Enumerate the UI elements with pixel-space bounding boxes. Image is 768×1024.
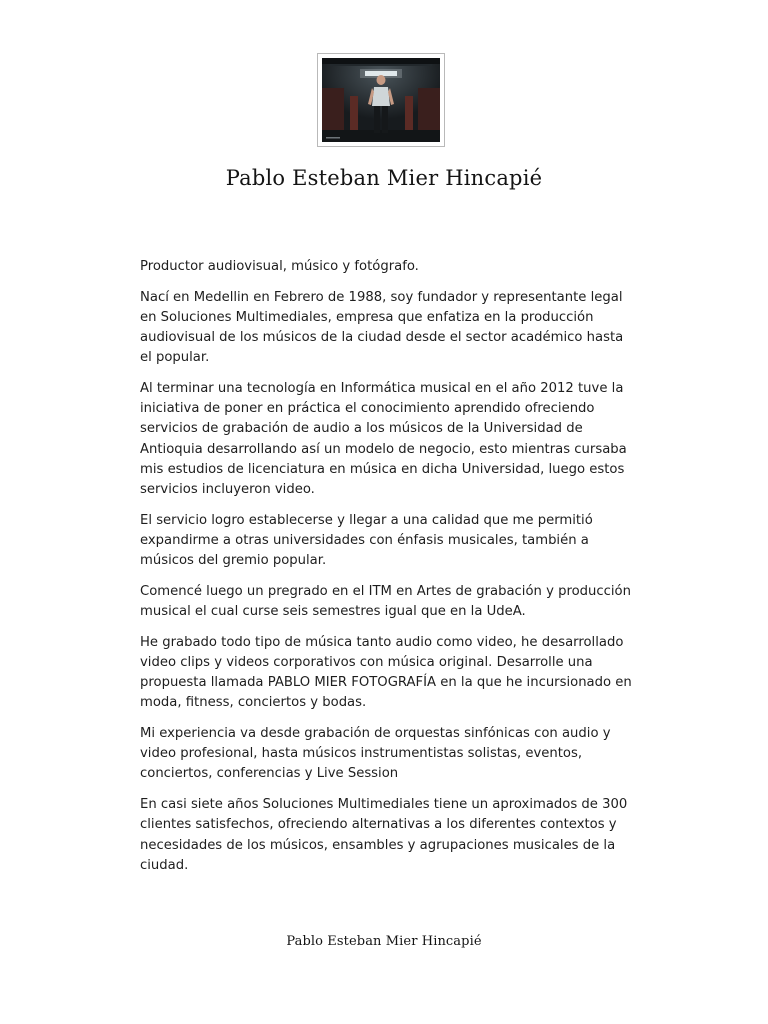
biography-body: [140, 257, 634, 886]
portrait-image: [322, 58, 440, 142]
document-title: Pablo Esteban Mier Hincapié: [225, 166, 543, 190]
paragraph: En casi siete años Soluciones Multimediales tiene un aproximados de 300 clientes satisfechos, ofreciendo alternativas a los diferentes contextos y necesidades de los músicos, ensambles y agrupaciones musicales de la ciudad.: [140, 797, 628, 873]
paragraph: Nací en Medellin en Febrero de 1988, soy fundador y representante legal en Soluciones Multimediales, empresa que enfatiza en la producción audiovisual de los músicos de la ciudad desde el sector académico hasta el popular.: [140, 289, 624, 366]
paragraph: El servicio logro establecerse y llegar a una calidad que me permitió expandirme a otras universidades con énfasis musicales, también a músicos del gremio popular.: [140, 512, 593, 569]
paragraph: Comencé luego un pregrado en el ITM en Artes de grabación y producción musical el cual curse seis semestres igual que en la UdeA.: [140, 583, 631, 620]
portrait-photo: [317, 53, 445, 147]
paragraph: Productor audiovisual, músico y fotógrafo.: [140, 259, 419, 274]
footer-signature: Pablo Esteban Mier Hincapié: [286, 934, 482, 949]
paragraph: He grabado todo tipo de música tanto audio como video, he desarrollado video clips y videos corporativos con música original. Desarrolle una propuesta llamada PABLO MIER FOTOGRAFÍA en la que he incursionado en moda, fitness, conciertos y bodas.: [140, 634, 632, 711]
paragraph: Al terminar una tecnología en Informática musical en el año 2012 tuve la iniciativa de poner en práctica el conocimiento aprendido ofreciendo servicios de grabación de audio a los músicos de la Universidad de Antioquia desarrollando así un modelo de negocio, esto mientras cursaba mis estudios de licenciatura en música en dicha Universidad, luego estos servicios incluyeron video.: [140, 381, 627, 498]
paragraph: Mi experiencia va desde grabación de orquestas sinfónicas con audio y video profesional, hasta músicos instrumentistas solistas, eventos, conciertos, conferencias y Live Session: [140, 726, 611, 782]
